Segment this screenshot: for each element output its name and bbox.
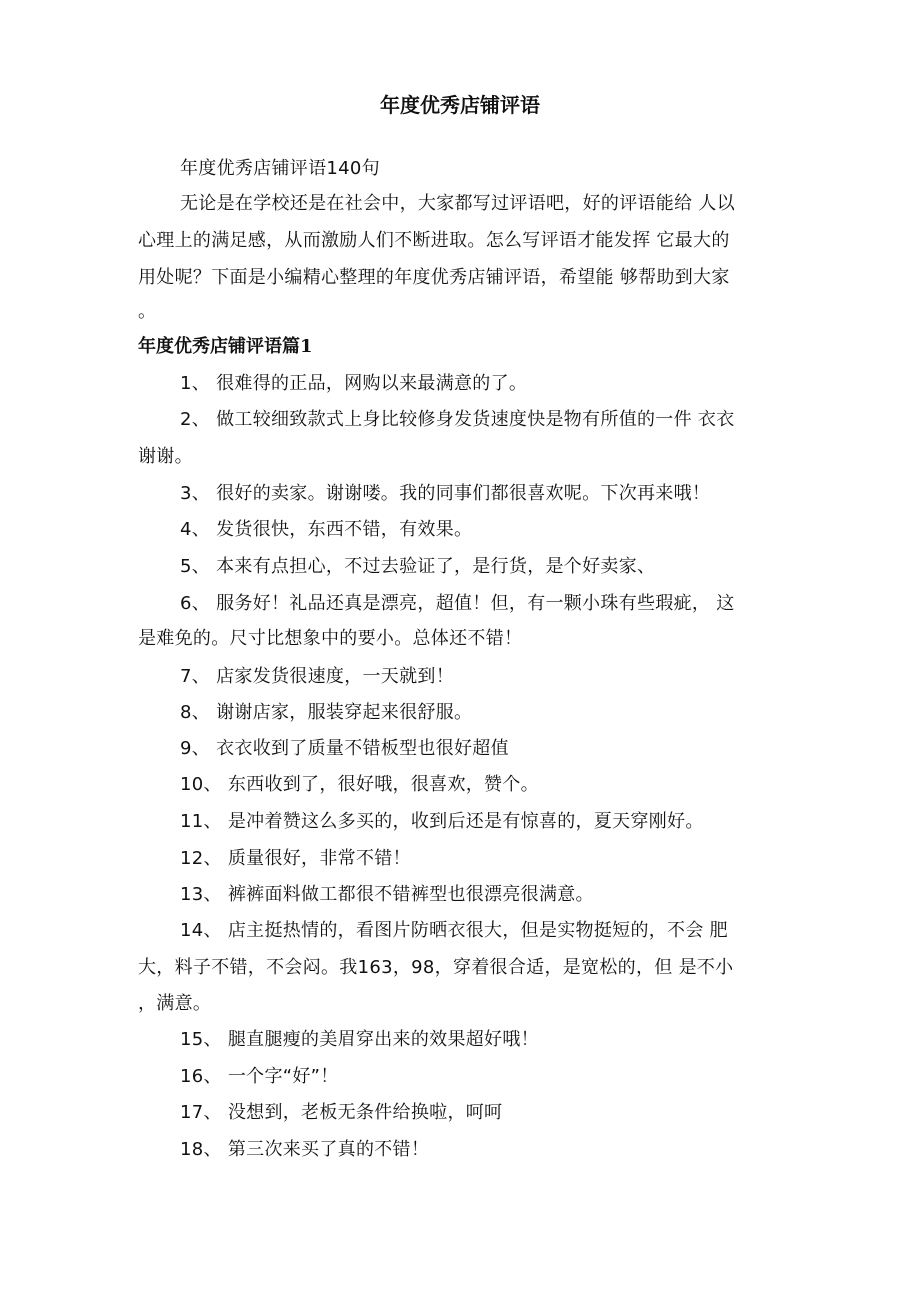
item-text: 裤裤面料做工都很不错裤型也很漂亮很满意。 — [227, 884, 594, 905]
item-text: 没想到，老板无条件给换啦，呵呵 — [227, 1102, 503, 1123]
list-item-6 — [138, 585, 850, 622]
item-number: 3、 — [180, 483, 211, 504]
item-number: 2、 — [180, 409, 211, 430]
item-number: 4、 — [180, 519, 211, 540]
item-number: 17、 — [180, 1102, 222, 1123]
item-text: 东西收到了，很好哦，很喜欢，赞个。 — [227, 774, 539, 795]
item-text: 谢谢店家，服装穿起来很舒服。 — [216, 702, 473, 723]
list-item-5 — [138, 548, 850, 585]
item-number: 10、 — [180, 774, 222, 795]
item-number: 6、 — [180, 593, 211, 614]
list-item-17 — [138, 1094, 850, 1131]
item-number: 13、 — [180, 884, 222, 905]
item-number: 12、 — [180, 848, 222, 869]
item-text: 很难得的正品，网购以来最满意的了。 — [216, 373, 528, 394]
item-text: 发货很快，东西不错，有效果。 — [216, 519, 473, 540]
intro-line-2: 心理上的满足感，从而激励人们不断进取。怎么写评语才能发挥 它最大的 — [138, 230, 730, 251]
item-number: 9、 — [180, 738, 211, 759]
item-number: 18、 — [180, 1139, 222, 1160]
list-item-16 — [138, 1058, 850, 1095]
item-number: 5、 — [180, 556, 211, 577]
item-number: 14、 — [180, 920, 222, 941]
intro-line-4: 。 — [138, 301, 157, 322]
list-item-14-cont2: ，满意。 — [138, 993, 212, 1014]
list-item-6-cont: 是难免的。尺寸比想象中的要小。总体还不错！ — [138, 628, 523, 649]
item-text: 店家发货很速度，一天就到！ — [216, 666, 454, 687]
item-number: 7、 — [180, 666, 211, 687]
item-text: 服务好！礼品还真是漂亮，超值！但，有一颗小珠有些瑕疵， 这 — [216, 593, 735, 614]
item-text: 腿直腿瘦的美眉穿出来的效果超好哦！ — [227, 1029, 539, 1050]
item-text: 质量很好，非常不错！ — [227, 848, 411, 869]
intro-line-1: 无论是在学校还是在社会中，大家都写过评语吧，好的评语能给 人以 — [180, 193, 736, 214]
item-number: 8、 — [180, 702, 211, 723]
item-number: 11、 — [180, 811, 222, 832]
item-text: 很好的卖家。谢谢喽。我的同事们都很喜欢呢。下次再来哦！ — [216, 483, 711, 504]
item-text: 做工较细致款式上身比较修身发货速度快是物有所值的一件 衣衣 — [216, 409, 735, 430]
list-item-18 — [138, 1131, 850, 1168]
list-item-14-cont: 大，料子不错，不会闷。我163，98，穿着很合适，是宽松的，但 是不小 — [138, 957, 734, 978]
item-text: 一个字“好”！ — [227, 1066, 339, 1087]
item-text: 是冲着赞这么多买的，收到后还是有惊喜的，夏天穿刚好。 — [227, 811, 704, 832]
subtitle: 年度优秀店铺评语140句 — [180, 158, 380, 179]
item-text: 第三次来买了真的不错！ — [227, 1139, 430, 1160]
item-number: 16、 — [180, 1066, 222, 1087]
list-item-11 — [138, 803, 850, 840]
list-item-7 — [138, 658, 850, 695]
list-item-10 — [138, 766, 850, 803]
item-number: 1、 — [180, 373, 211, 394]
list-item-14 — [138, 912, 850, 949]
list-item-13 — [138, 876, 850, 913]
list-item-8 — [138, 694, 850, 731]
item-text: 店主挺热情的，看图片防晒衣很大，但是实物挺短的，不会 肥 — [227, 920, 728, 941]
list-item-2-cont: 谢谢。 — [138, 446, 193, 467]
document-title: 年度优秀店铺评语 — [380, 93, 540, 117]
intro-line-3: 用处呢？下面是小编精心整理的年度优秀店铺评语，希望能 够帮助到大家 — [138, 267, 730, 288]
item-text: 本来有点担心，不过去验证了，是行货，是个好卖家、 — [216, 556, 656, 577]
list-item-2 — [138, 401, 850, 438]
item-text: 衣衣收到了质量不错板型也很好超值 — [216, 738, 509, 759]
list-item-15 — [138, 1021, 850, 1058]
list-item-9 — [138, 730, 850, 767]
item-number: 15、 — [180, 1029, 222, 1050]
list-item-1 — [138, 365, 850, 402]
list-item-3 — [138, 475, 850, 512]
section-heading: 年度优秀店铺评语篇1 — [138, 336, 313, 357]
list-item-4 — [138, 511, 850, 548]
list-item-12 — [138, 840, 850, 877]
